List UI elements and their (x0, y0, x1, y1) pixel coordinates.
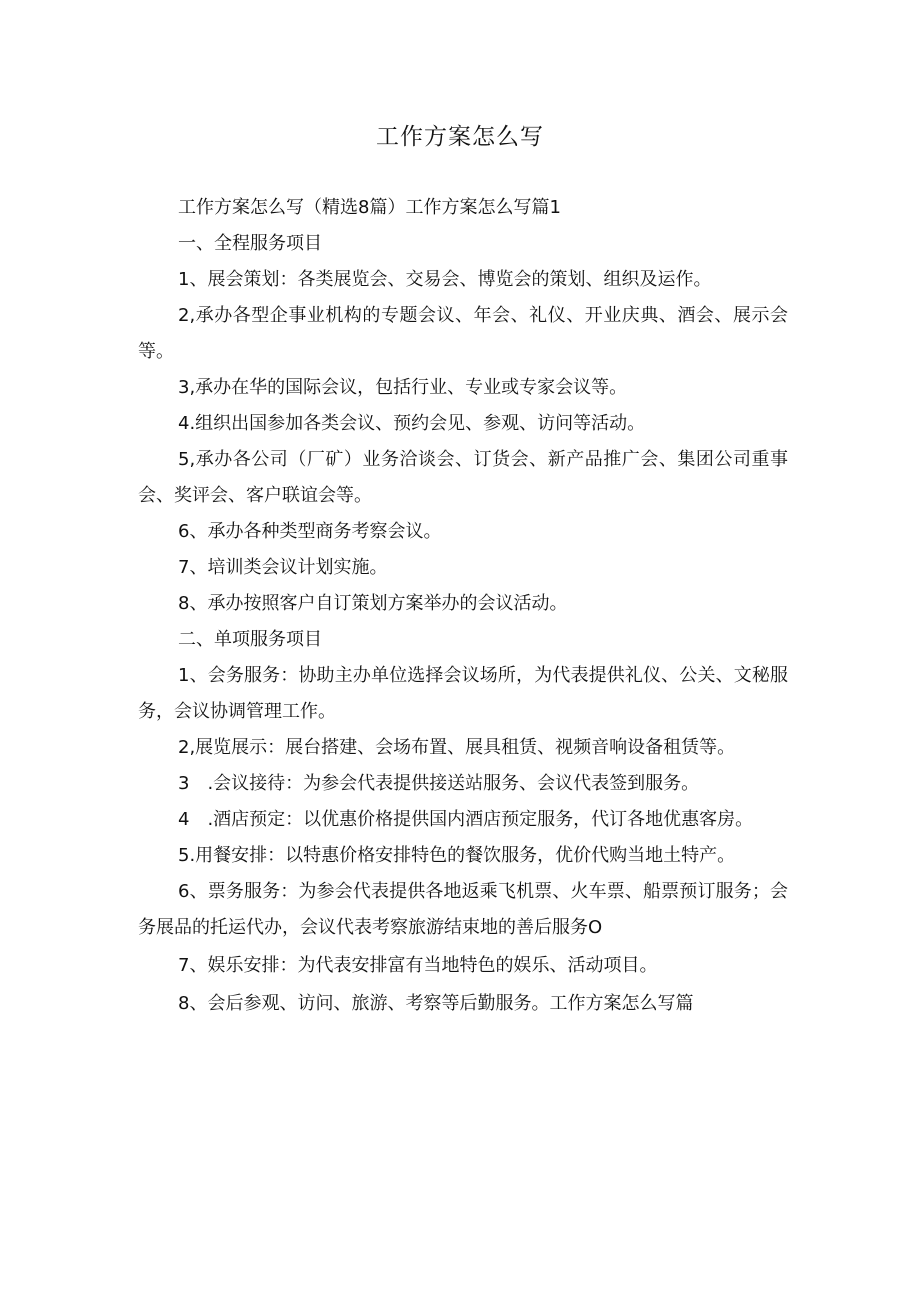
paragraph: 7、娱乐安排：为代表安排富有当地特色的娱乐、活动项目。 (178, 955, 658, 976)
paragraph: 5,承办各公司（厂矿）业务洽谈会、订货会、新产品推广会、集团公司重事会、奖评会、客户联谊会等。 (138, 449, 788, 506)
section-heading: 二、单项服务项目 (178, 629, 322, 650)
paragraph: 4 .酒店预定：以优惠价格提供国内酒店预定服务，代订各地优惠客房。 (178, 809, 754, 830)
paragraph: 2,展览展示：展台搭建、会场布置、展具租赁、视频音响设备租赁等。 (178, 737, 736, 758)
paragraph: 工作方案怎么写（精选8篇）工作方案怎么写篇1 (178, 197, 561, 218)
paragraph: 8、会后参观、访问、旅游、考察等后勤服务。工作方案怎么写篇 (178, 993, 694, 1014)
section-heading: 一、全程服务项目 (178, 233, 322, 254)
paragraph: 7、培训类会议计划实施。 (178, 557, 388, 578)
paragraph: 1、会务服务：协助主办单位选择会议场所，为代表提供礼仪、公关、文秘服务，会议协调管理工作。 (138, 665, 788, 722)
paragraph: 2,承办各型企事业机构的专题会议、年会、礼仪、开业庆典、酒会、展示会等。 (138, 305, 788, 362)
paragraph: 8、承办按照客户自订策划方案举办的会议活动。 (178, 593, 568, 614)
paragraph: 1、展会策划：各类展览会、交易会、博览会的策划、组织及运作。 (178, 269, 712, 290)
paragraph: 3,承办在华的国际会议，包括行业、专业或专家会议等。 (178, 377, 628, 398)
paragraph: 3 .会议接待：为参会代表提供接送站服务、会议代表签到服务。 (178, 773, 700, 794)
paragraph: 5.用餐安排：以特惠价格安排特色的餐饮服务，优价代购当地土特产。 (178, 845, 736, 866)
paragraph: 4.组织出国参加各类会议、预约会见、参观、访问等活动。 (178, 413, 646, 434)
document-title: 工作方案怎么写 (376, 124, 544, 150)
document-body (138, 190, 788, 1022)
paragraph: 6、承办各种类型商务考察会议。 (178, 521, 442, 542)
paragraph: 6、票务服务：为参会代表提供各地返乘飞机票、火车票、船票预订服务；会务展品的托运代办，会议代表考察旅游结束地的善后服务O (138, 881, 788, 938)
